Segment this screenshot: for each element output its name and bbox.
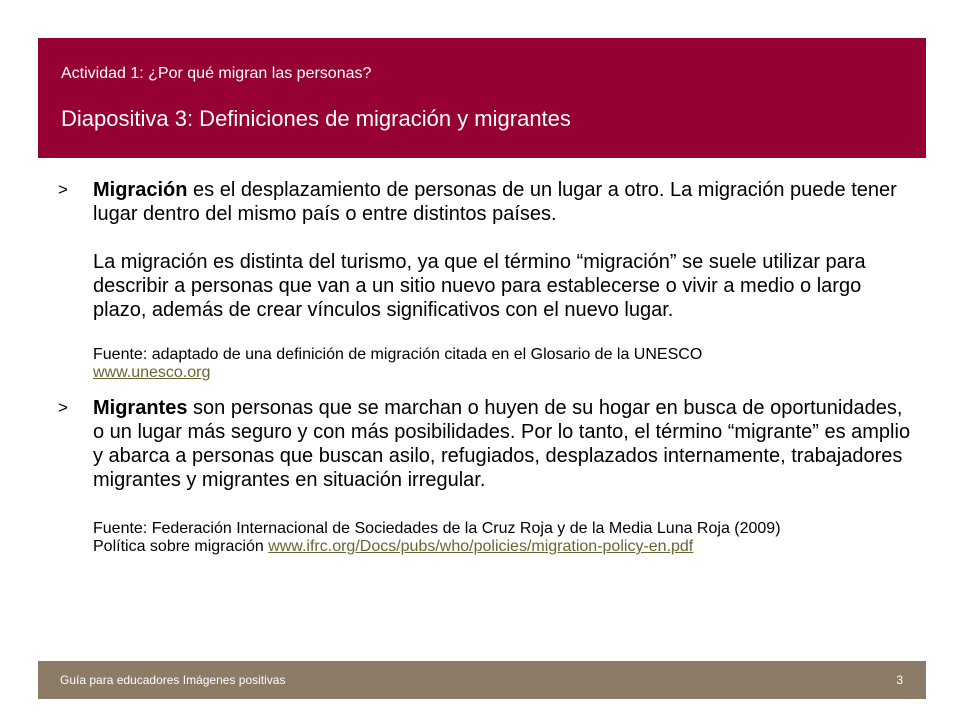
bullet-marker: >	[58, 398, 68, 417]
migracion-definition-text: es el desplazamiento de personas de un lugar a otro. La migración puede tener lugar dentro del mismo país o entre distintos países.	[93, 179, 897, 225]
slide-content	[58, 178, 918, 556]
activity-subtitle: Actividad 1: ¿Por qué migran las personas?	[61, 65, 372, 82]
migracion-turismo-paragraph: La migración es distinta del turismo, ya que el término “migración” se suele utilizar para describir a personas que van a un sitio nuevo para establecerse o vivir a medio o largo plazo, además de crear vínculos significativos con el nuevo lugar.	[93, 251, 866, 321]
unesco-source-text: Fuente: adaptado de una definición de migración citada en el Glosario de la UNESCO	[93, 346, 703, 363]
unesco-source	[93, 346, 918, 382]
slide-footer	[38, 661, 926, 699]
slide-title: Diapositiva 3: Definiciones de migración y migrantes	[61, 106, 571, 131]
unesco-link[interactable]: www.unesco.org	[93, 364, 211, 381]
slide-header	[38, 38, 926, 158]
term-migracion: Migración	[93, 179, 188, 201]
ifrc-source-line2: Política sobre migración	[93, 538, 269, 555]
term-migrantes: Migrantes	[93, 397, 188, 419]
ifrc-link[interactable]: www.ifrc.org/Docs/pubs/who/policies/migration-policy-en.pdf	[268, 538, 694, 555]
ifrc-source-line1: Fuente: Federación Internacional de Sociedades de la Cruz Roja y de la Media Luna Roja (2009)	[93, 520, 781, 537]
ifrc-source	[93, 520, 918, 556]
bullet-migracion	[58, 178, 918, 382]
page-number: 3	[896, 673, 903, 687]
migrantes-definition-text: son personas que se marchan o huyen de su hogar en busca de oportunidades, o un lugar más seguro y con más posibilidades. Por lo tanto, el término “migrante” es amplio y abarca a personas que buscan asilo, refugiados, desplazados internamente, trabajadores migrantes y migrantes en situación irregular.	[93, 397, 911, 491]
bullet-marker: >	[58, 180, 68, 199]
migracion-definition	[93, 178, 918, 226]
footer-guide-title: Guía para educadores Imágenes positivas	[60, 673, 286, 687]
migrantes-definition	[93, 396, 918, 492]
bullet-migrantes	[58, 396, 918, 556]
